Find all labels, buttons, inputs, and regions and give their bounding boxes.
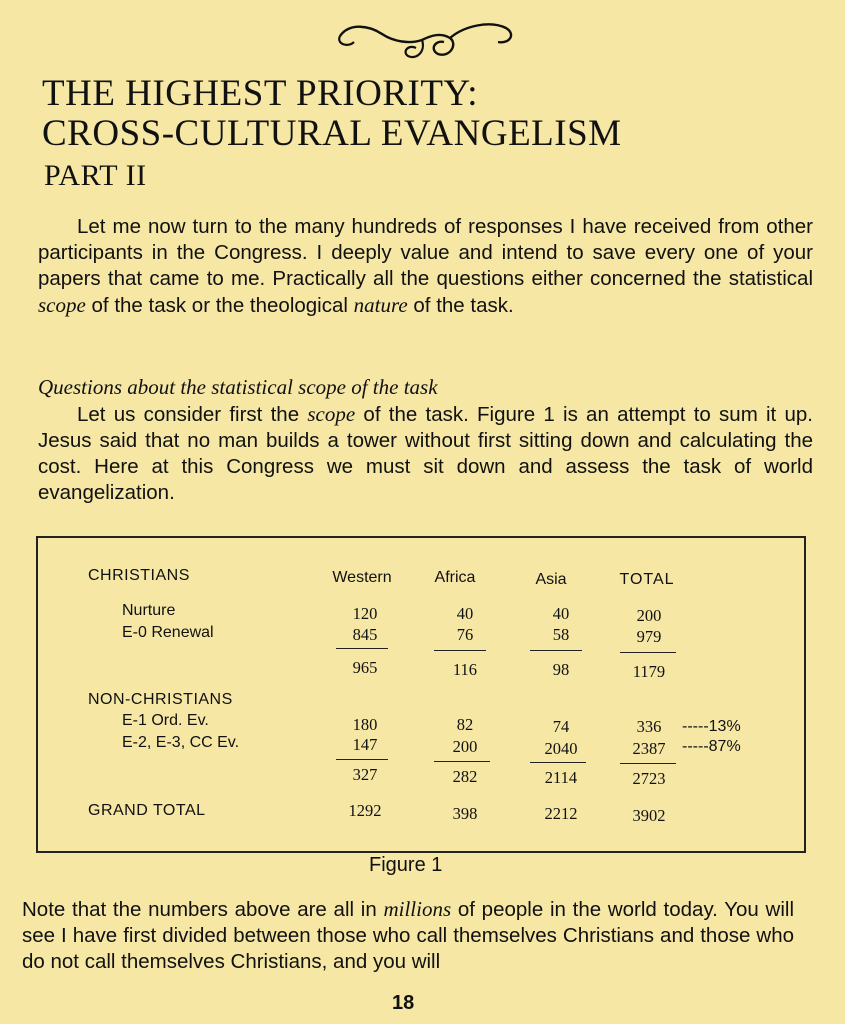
sum-rule xyxy=(434,761,490,762)
cell-e2-asia: 2040 xyxy=(544,739,578,758)
row-label-e2-e3: E-2, E-3, CC Ev. xyxy=(122,734,240,751)
subtotal-christians-western: 965 xyxy=(352,658,378,677)
header-western: Western xyxy=(332,569,392,586)
label-christians: CHRISTIANS xyxy=(88,567,190,584)
cell-e1-africa: 82 xyxy=(456,715,474,734)
percentage-13: -----13% xyxy=(682,718,741,735)
cell-e0-total: 979 xyxy=(636,627,662,646)
figure-caption: Figure 1 xyxy=(369,854,443,876)
page-title xyxy=(42,74,622,154)
cell-e2-western: 147 xyxy=(352,735,378,754)
subtotal-non-christians-western: 327 xyxy=(352,765,378,784)
label-non-christians: NON-CHRISTIANS xyxy=(88,691,233,708)
grand-total-asia: 2212 xyxy=(544,804,578,823)
cell-nurture-total: 200 xyxy=(636,606,662,625)
sum-rule xyxy=(530,650,582,651)
cell-e0-asia: 58 xyxy=(552,625,570,644)
subtotal-non-christians-total: 2723 xyxy=(632,769,666,788)
label-grand-total: GRAND TOTAL xyxy=(88,802,206,819)
cell-e1-asia: 74 xyxy=(552,717,570,736)
cell-nurture-asia: 40 xyxy=(552,604,570,623)
subtotal-non-christians-africa: 282 xyxy=(452,767,478,786)
subtotal-christians-asia: 98 xyxy=(552,660,570,679)
flourish-ornament-icon xyxy=(330,14,520,64)
sum-rule xyxy=(336,648,388,649)
subtotal-christians-africa: 116 xyxy=(452,660,478,679)
page-subtitle: PART II xyxy=(44,159,147,192)
grand-total-total: 3902 xyxy=(632,806,666,825)
cell-e1-western: 180 xyxy=(352,715,378,734)
sum-rule xyxy=(620,652,676,653)
sum-rule xyxy=(336,759,388,760)
grand-total-africa: 398 xyxy=(452,804,478,823)
cell-nurture-africa: 40 xyxy=(456,604,474,623)
paragraph-note: Note that the numbers above are all in millions of people in the world today. You will see I have first divided between those who call themselves Christians and those who do not call themselves Christians, and you will xyxy=(22,897,794,973)
subtotal-christians-total: 1179 xyxy=(632,662,666,681)
cell-e2-africa: 200 xyxy=(452,737,478,756)
paragraph-intro: Let me now turn to the many hundreds of responses I have received from other participants in the Congress. I deeply value and intend to save every one of your papers that came to me. Practically all the questions either concerned the statistical scope of the task or the theological nature of the task. xyxy=(38,215,813,317)
sum-rule xyxy=(530,762,586,763)
figure-1-table xyxy=(36,536,806,853)
cell-e1-total: 336 xyxy=(636,717,662,736)
header-africa: Africa xyxy=(434,569,476,586)
row-label-e0-renewal: E-0 Renewal xyxy=(122,624,214,641)
title-line-1: THE HIGHEST PRIORITY: xyxy=(42,73,479,114)
title-line-2: CROSS-CULTURAL EVANGELISM xyxy=(42,113,622,154)
cell-e0-africa: 76 xyxy=(456,625,474,644)
header-asia: Asia xyxy=(535,571,567,588)
cell-e0-western: 845 xyxy=(352,625,378,644)
percentage-87: -----87% xyxy=(682,738,741,755)
row-label-e1: E-1 Ord. Ev. xyxy=(122,712,209,729)
paragraph-scope: Let us consider first the scope of the task. Figure 1 is an attempt to sum it up. Jesus said that no man builds a tower without first sitting down and calculating the cost. Here at this Congress we must sit down and assess the task of world evangelization. xyxy=(38,402,813,504)
subtotal-non-christians-asia: 2114 xyxy=(544,768,578,787)
sum-rule xyxy=(620,763,676,764)
grand-total-western: 1292 xyxy=(348,801,382,820)
row-label-nurture: Nurture xyxy=(122,602,176,619)
cell-nurture-western: 120 xyxy=(352,604,378,623)
header-total: TOTAL xyxy=(619,571,675,588)
sum-rule xyxy=(434,650,486,651)
section-heading: Questions about the statistical scope of the task xyxy=(38,375,438,399)
page-number: 18 xyxy=(392,992,415,1014)
cell-e2-total: 2387 xyxy=(632,739,666,758)
